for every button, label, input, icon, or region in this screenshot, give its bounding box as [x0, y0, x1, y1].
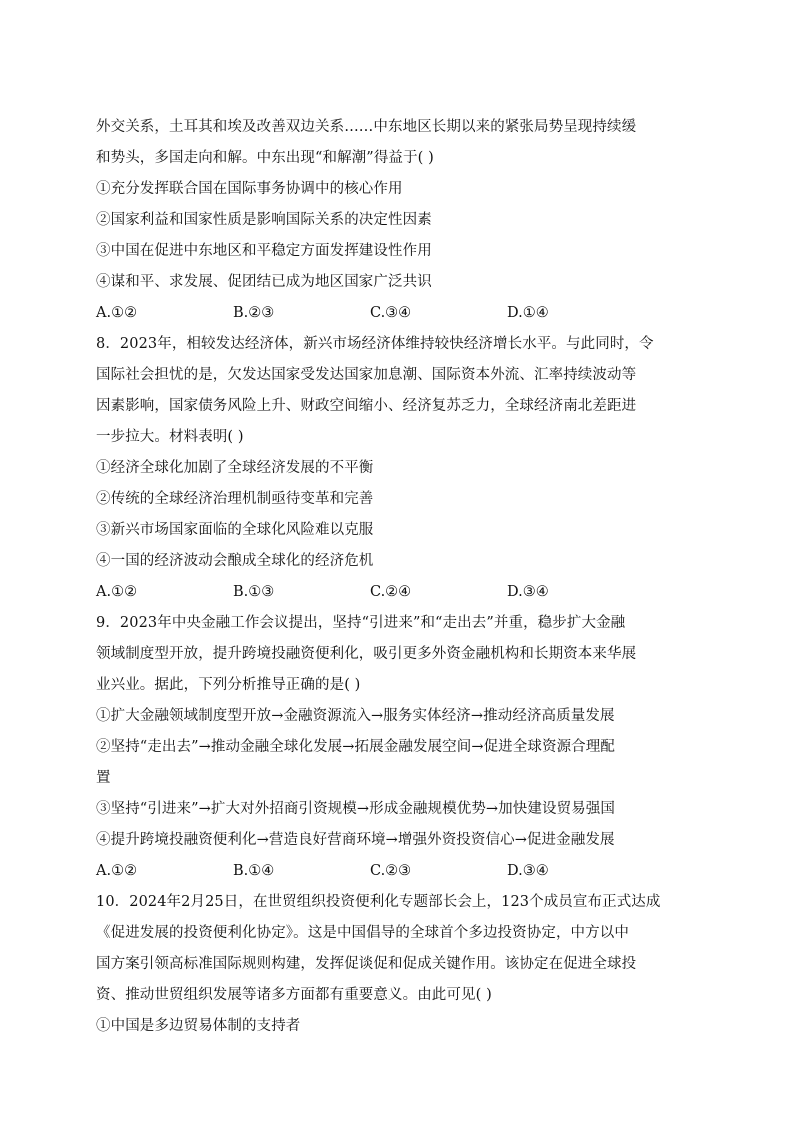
q7-stem-line-1: 外交关系，土耳其和埃及改善双边关系……中东地区长期以来的紧张局势呈现持续缓	[96, 119, 637, 135]
question-10	[96, 887, 700, 1042]
exam-page	[96, 112, 700, 1042]
q8-option-b[interactable]: B.①③	[233, 584, 275, 600]
q8-stem-line-4: 一步拉大。材料表明( )	[96, 429, 244, 445]
q9-statement-4: ④提升跨境投融资便利化→营造良好营商环境→增强外资投资信心→促进金融发展	[96, 832, 615, 848]
q9-statement-2: ②坚持“走出去”→推动金融全球化发展→拓展金融发展空间→促进全球资源合理配	[96, 739, 615, 755]
q9-option-d[interactable]: D.③④	[507, 863, 549, 879]
q9-options	[96, 856, 700, 887]
q7-stem-line-2: 和势头，多国走向和解。中东出现“和解潮”得益于( )	[96, 150, 434, 166]
q9-statement-2-cont: 置	[96, 770, 111, 786]
q8-statement-2: ②传统的全球经济治理机制亟待变革和完善	[96, 491, 374, 507]
q8-option-d[interactable]: D.③④	[507, 584, 549, 600]
q7-statement-4: ④谋和平、求发展、促团结已成为地区国家广泛共识	[96, 274, 432, 290]
q10-statement-1: ①中国是多边贸易体制的支持者	[96, 1018, 301, 1034]
q9-option-c[interactable]: C.②③	[370, 863, 412, 879]
q8-statement-4: ④一国的经济波动会酿成全球化的经济危机	[96, 553, 374, 569]
q8-statement-1: ①经济全球化加剧了全球经济发展的不平衡	[96, 460, 374, 476]
q7-statement-2: ②国家利益和国家性质是影响国际关系的决定性因素	[96, 212, 432, 228]
q10-stem-line-2: 《促进发展的投资便利化协定》。这是中国倡导的全球首个多边投资协定，中方以中	[96, 925, 629, 941]
q10-stem-line-4: 资、推动世贸组织发展等诸多方面都有重要意义。由此可见( )	[96, 987, 492, 1003]
q8-options	[96, 577, 700, 608]
q7-statement-1: ①充分发挥联合国在国际事务协调中的核心作用	[96, 181, 403, 197]
question-9	[96, 608, 700, 887]
q7-option-a[interactable]: A.①②	[96, 305, 138, 321]
q7-option-d[interactable]: D.①④	[507, 305, 549, 321]
q9-stem-line-2: 领域制度型开放，提升跨境投融资便利化，吸引更多外资金融机构和长期资本来华展	[96, 646, 637, 662]
q7-option-b[interactable]: B.②③	[233, 305, 275, 321]
q8-stem-line-3: 因素影响，国家债务风险上升、财政空间缩小、经济复苏乏力，全球经济南北差距进	[96, 398, 637, 414]
q8-stem-line-1: 8．2023年，相较发达经济体，新兴市场经济体维持较快经济增长水平。与此同时，令	[96, 336, 654, 352]
q7-options	[96, 298, 700, 329]
question-7	[96, 112, 700, 329]
q8-option-a[interactable]: A.①②	[96, 584, 138, 600]
q9-stem-line-1: 9．2023年中央金融工作会议提出，坚持“引进来”和“走出去”并重，稳步扩大金融	[96, 615, 626, 631]
q7-statement-3: ③中国在促进中东地区和平稳定方面发挥建设性作用	[96, 243, 432, 259]
question-8	[96, 329, 700, 608]
q9-option-b[interactable]: B.①④	[233, 863, 275, 879]
q9-statement-3: ③坚持“引进来”→扩大对外招商引资规模→形成金融规模优势→加快建设贸易强国	[96, 801, 615, 817]
q8-option-c[interactable]: C.②④	[370, 584, 412, 600]
q9-option-a[interactable]: A.①②	[96, 863, 138, 879]
q10-stem-line-1: 10．2024年2月25日，在世贸组织投资便利化专题部长会上，123个成员宣布正式达成	[96, 894, 661, 910]
q8-stem-line-2: 国际社会担忧的是，欠发达国家受发达国家加息潮、国际资本外流、汇率持续波动等	[96, 367, 637, 383]
q9-statement-1: ①扩大金融领域制度型开放→金融资源流入→服务实体经济→推动经济高质量发展	[96, 708, 615, 724]
q7-option-c[interactable]: C.③④	[370, 305, 412, 321]
q9-stem-line-3: 业兴业。据此，下列分析推导正确的是( )	[96, 677, 361, 693]
q10-stem-line-3: 国方案引领高标准国际规则构建，发挥促谈促和促成关键作用。该协定在促进全球投	[96, 956, 637, 972]
q8-statement-3: ③新兴市场国家面临的全球化风险难以克服	[96, 522, 374, 538]
